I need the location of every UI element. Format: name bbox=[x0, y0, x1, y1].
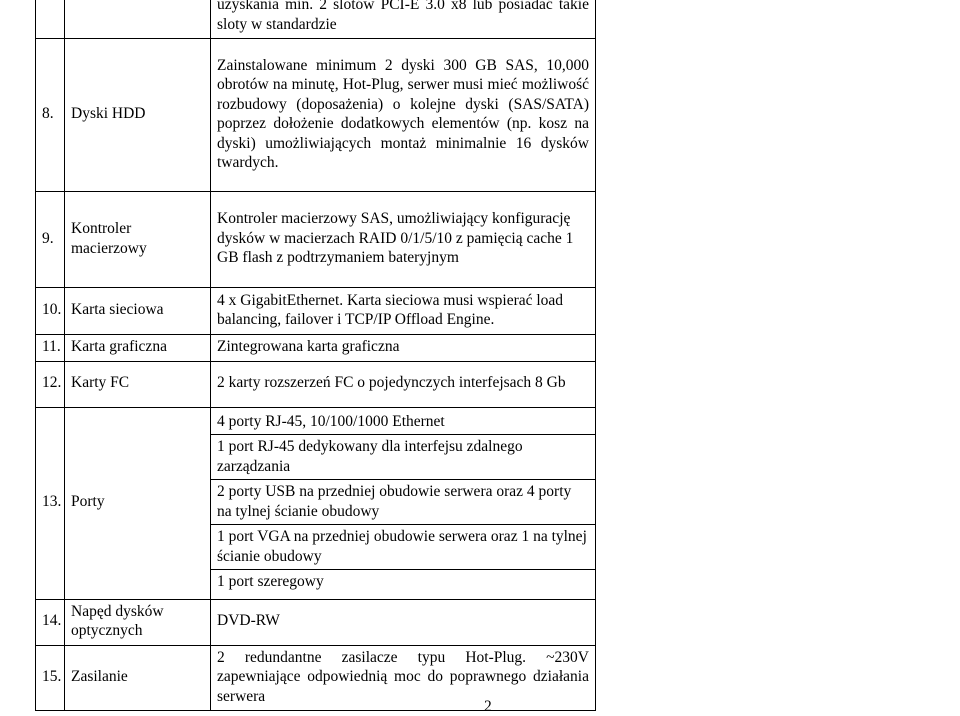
row-name: Karta graficzna bbox=[65, 335, 211, 362]
row-number: 14. bbox=[36, 599, 65, 645]
row-description bbox=[211, 0, 596, 39]
description-text: Kontroler macierzowy SAS, umożliwiający konfigurację dysków w macierzach RAID 0/1/5/10 z pamięcią cache 1 GB flash z podtrzymaniem bateryjnym bbox=[217, 210, 574, 267]
port-entry: 2 porty USB na przedniej obudowie serwera oraz 4 porty na tylnej ścianie obudowy bbox=[211, 479, 595, 524]
table-row bbox=[36, 361, 596, 407]
description-text: Zintegrowana karta graficzna bbox=[217, 338, 400, 355]
port-entry: 1 port VGA na przedniej obudowie serwera oraz 1 na tylnej ścianie obudowy bbox=[211, 524, 595, 569]
page-number: 2 bbox=[484, 698, 492, 715]
row-description bbox=[211, 361, 596, 407]
description-text: 2 redundantne zasilacze typu Hot-Plug. ~230V zapewniające odpowiednią moc do poprawnego działania serwera bbox=[217, 648, 589, 705]
table-row bbox=[36, 192, 596, 288]
row-number: 9. bbox=[36, 192, 65, 288]
row-description bbox=[211, 39, 596, 192]
table-row bbox=[36, 288, 596, 335]
row-description bbox=[211, 645, 596, 711]
port-entry: 1 port RJ-45 dedykowany dla interfejsu zdalnego zarządzania bbox=[211, 434, 595, 479]
row-name: Karty FC bbox=[65, 361, 211, 407]
row-number bbox=[36, 0, 65, 39]
row-name bbox=[65, 0, 211, 39]
port-entry: 1 port szeregowy bbox=[211, 569, 595, 595]
description-text: 4 x GigabitEthernet. Karta sieciowa musi wspierać load balancing, failover i TCP/IP Offload Engine. bbox=[217, 291, 564, 328]
table-row bbox=[36, 645, 596, 711]
row-description bbox=[211, 407, 596, 599]
row-name: Zasilanie bbox=[65, 645, 211, 711]
table-row bbox=[36, 39, 596, 192]
row-description bbox=[211, 192, 596, 288]
description-text: uzyskania min. 2 slotów PCI-E 3.0 x8 lub posiadać takie sloty w standardzie bbox=[217, 0, 589, 33]
row-description bbox=[211, 599, 596, 645]
table-row bbox=[36, 407, 596, 599]
description-text: DVD-RW bbox=[217, 612, 280, 630]
description-text: Zainstalowane minimum 2 dyski 300 GB SAS, 10,000 obrotów na minutę, Hot-Plug, serwer musi mieć możliwość rozbudowy (doposażenia) o kolejne dyski (SAS/SATA) poprzez dołożenie dodatkowych elementów (np. kosz na dyski) umożliwiających montaż minimalnie 16 dysków twardych. bbox=[217, 56, 589, 171]
row-description bbox=[211, 335, 596, 362]
table-row bbox=[36, 0, 596, 39]
description-text: 2 karty rozszerzeń FC o pojedynczych interfejsach 8 Gb bbox=[217, 374, 566, 392]
row-name: Porty bbox=[65, 407, 211, 599]
row-number: 15. bbox=[36, 645, 65, 711]
row-number: 12. bbox=[36, 361, 65, 407]
specification-table bbox=[35, 0, 596, 711]
row-description bbox=[211, 288, 596, 335]
table-row bbox=[36, 599, 596, 645]
row-name: Karta sieciowa bbox=[65, 288, 211, 335]
row-number: 11. bbox=[36, 335, 65, 362]
row-number: 10. bbox=[36, 288, 65, 335]
row-name: Dyski HDD bbox=[65, 39, 211, 192]
row-name: Kontroler macierzowy bbox=[65, 192, 211, 288]
port-entry: 4 porty RJ-45, 10/100/1000 Ethernet bbox=[217, 412, 445, 430]
row-number: 13. bbox=[36, 407, 65, 599]
table-row bbox=[36, 335, 596, 362]
row-number: 8. bbox=[36, 39, 65, 192]
row-name: Napęd dysków optycznych bbox=[65, 599, 211, 645]
